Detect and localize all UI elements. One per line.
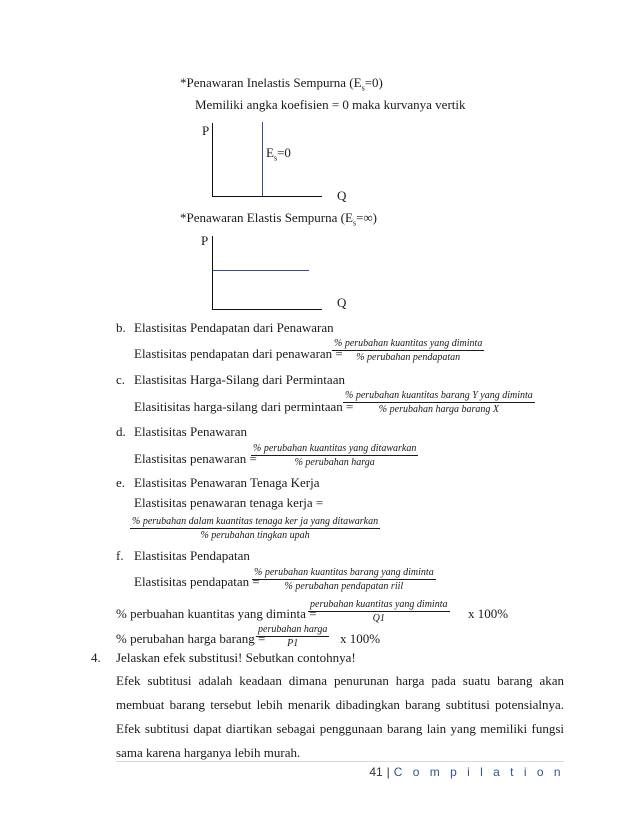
question-number: 4.: [91, 650, 101, 665]
item-b-numerator: % perubahan kuantitas yang diminta: [334, 338, 483, 349]
item-f-denominator: % perubahan pendapatan riil: [284, 581, 404, 592]
formula-qty-lhs: % perbuahan kuantitas yang diminta =: [116, 606, 317, 621]
inelastic-es-label: [266, 145, 291, 163]
item-b-fraction: [332, 338, 484, 363]
inelastic-title-end: =0): [364, 75, 383, 90]
item-d-fraction: [251, 443, 418, 468]
formula-price-lhs: % perubahan harga barang =: [116, 631, 266, 646]
footer-label: C o m p i l a t i o n: [393, 765, 564, 779]
item-b-denominator: % perubahan pendapatan: [356, 352, 461, 363]
formula-qty-numerator: perubahan kuantitas yang diminta: [310, 599, 448, 610]
item-f-marker: f.: [116, 548, 124, 563]
item-f-lhs: Elastisitas pendapatan =: [134, 574, 260, 589]
item-e-denominator: % perubahan tingkan upah: [200, 530, 310, 541]
item-d-denominator: % perubahan harga: [294, 457, 375, 468]
item-d-lhs: Elastisitas penawaran =: [134, 451, 257, 466]
formula-qty-fraction: [308, 599, 450, 624]
item-d-marker: d.: [116, 424, 126, 439]
question-text: Jelaskan efek substitusi! Sebutkan contohnya!: [116, 650, 356, 665]
inelastic-title-sub: s: [361, 83, 365, 93]
item-b-heading: Elastisitas Pendapatan dari Penawaran: [134, 320, 334, 335]
elastic-q-label: Q: [337, 295, 347, 310]
elastic-title: [180, 210, 377, 228]
es-label-sub: s: [273, 153, 278, 163]
elastic-y-axis: [212, 236, 213, 310]
item-b-marker: b.: [116, 320, 126, 335]
item-e-numerator: % perubahan dalam kuantitas tenaga ker ja yang ditawarkan: [132, 516, 379, 527]
inelastic-p-label: P: [202, 123, 210, 138]
elastic-title-end: =∞): [356, 210, 377, 225]
item-c-marker: c.: [116, 372, 126, 387]
inelastic-x-axis: [212, 196, 322, 197]
elastic-x-axis: [212, 309, 322, 310]
item-c-denominator: % perubahan harga barang X: [378, 404, 499, 415]
item-f-numerator: % perubahan kuantitas barang yang diminta: [254, 567, 434, 578]
item-e-fraction: [130, 516, 380, 541]
elastic-supply-curve: [213, 270, 309, 271]
inelastic-desc: Memiliki angka koefisien = 0 maka kurvanya vertik: [195, 97, 466, 112]
elastic-title-sub: s: [352, 218, 357, 228]
page-footer: [369, 765, 564, 779]
item-c-heading: Elastisitas Harga-Silang dari Permintaan: [134, 372, 345, 387]
footer-rule: [116, 761, 564, 762]
item-f-fraction: [252, 567, 436, 592]
item-b-lhs: Elastisitas pendapatan dari penawaran =: [134, 346, 343, 361]
footer-separator: |: [386, 765, 390, 779]
item-c-lhs: Elasitisitas harga-silang dari permintaan =: [134, 399, 354, 414]
inelastic-title: [180, 75, 383, 93]
answer-paragraph: Efek subtitusi adalah keadaan dimana penurunan harga pada suatu barang akan membuat barang tersebut lebih menarik dibadingkan barang subtitusi potensialnya. Efek subtitusi dapat diartikan sebagai penggunaan barang lain yang memiliki fungsi sama karena harganya lebih murah.: [116, 673, 564, 760]
es-label-end: =0: [277, 145, 291, 160]
item-e-lhs: Elastisitas penawaran tenaga kerja =: [134, 495, 324, 510]
item-d-heading: Elastisitas Penawaran: [134, 424, 247, 439]
formula-price-rhs: x 100%: [340, 631, 381, 646]
elastic-p-label: P: [201, 233, 209, 248]
formula-price-denominator: P1: [287, 638, 299, 649]
formula-price-numerator: perubahan harga: [258, 624, 328, 635]
item-e-heading: Elastisitas Penawaran Tenaga Kerja: [134, 475, 320, 490]
inelastic-q-label: Q: [337, 188, 347, 203]
item-d-numerator: % perubahan kuantitas yang ditawarkan: [253, 443, 417, 454]
inelastic-title-text: *Penawaran Inelastis Sempurna (E: [180, 75, 362, 90]
formula-qty-rhs: x 100%: [468, 606, 509, 621]
formula-price-fraction: [256, 624, 329, 649]
item-e-marker: e.: [116, 475, 126, 490]
item-c-fraction: [343, 390, 535, 415]
es-label-text: E: [266, 145, 274, 160]
item-f-heading: Elastisitas Pendapatan: [134, 548, 250, 563]
elastic-title-text: *Penawaran Elastis Sempurna (E: [180, 210, 353, 225]
formula-qty-denominator: Q1: [372, 613, 385, 624]
page-number: 41: [369, 765, 383, 779]
item-c-numerator: % perubahan kuantitas barang Y yang diminta: [345, 390, 533, 401]
inelastic-y-axis: [212, 123, 213, 197]
inelastic-supply-curve: [262, 122, 263, 196]
